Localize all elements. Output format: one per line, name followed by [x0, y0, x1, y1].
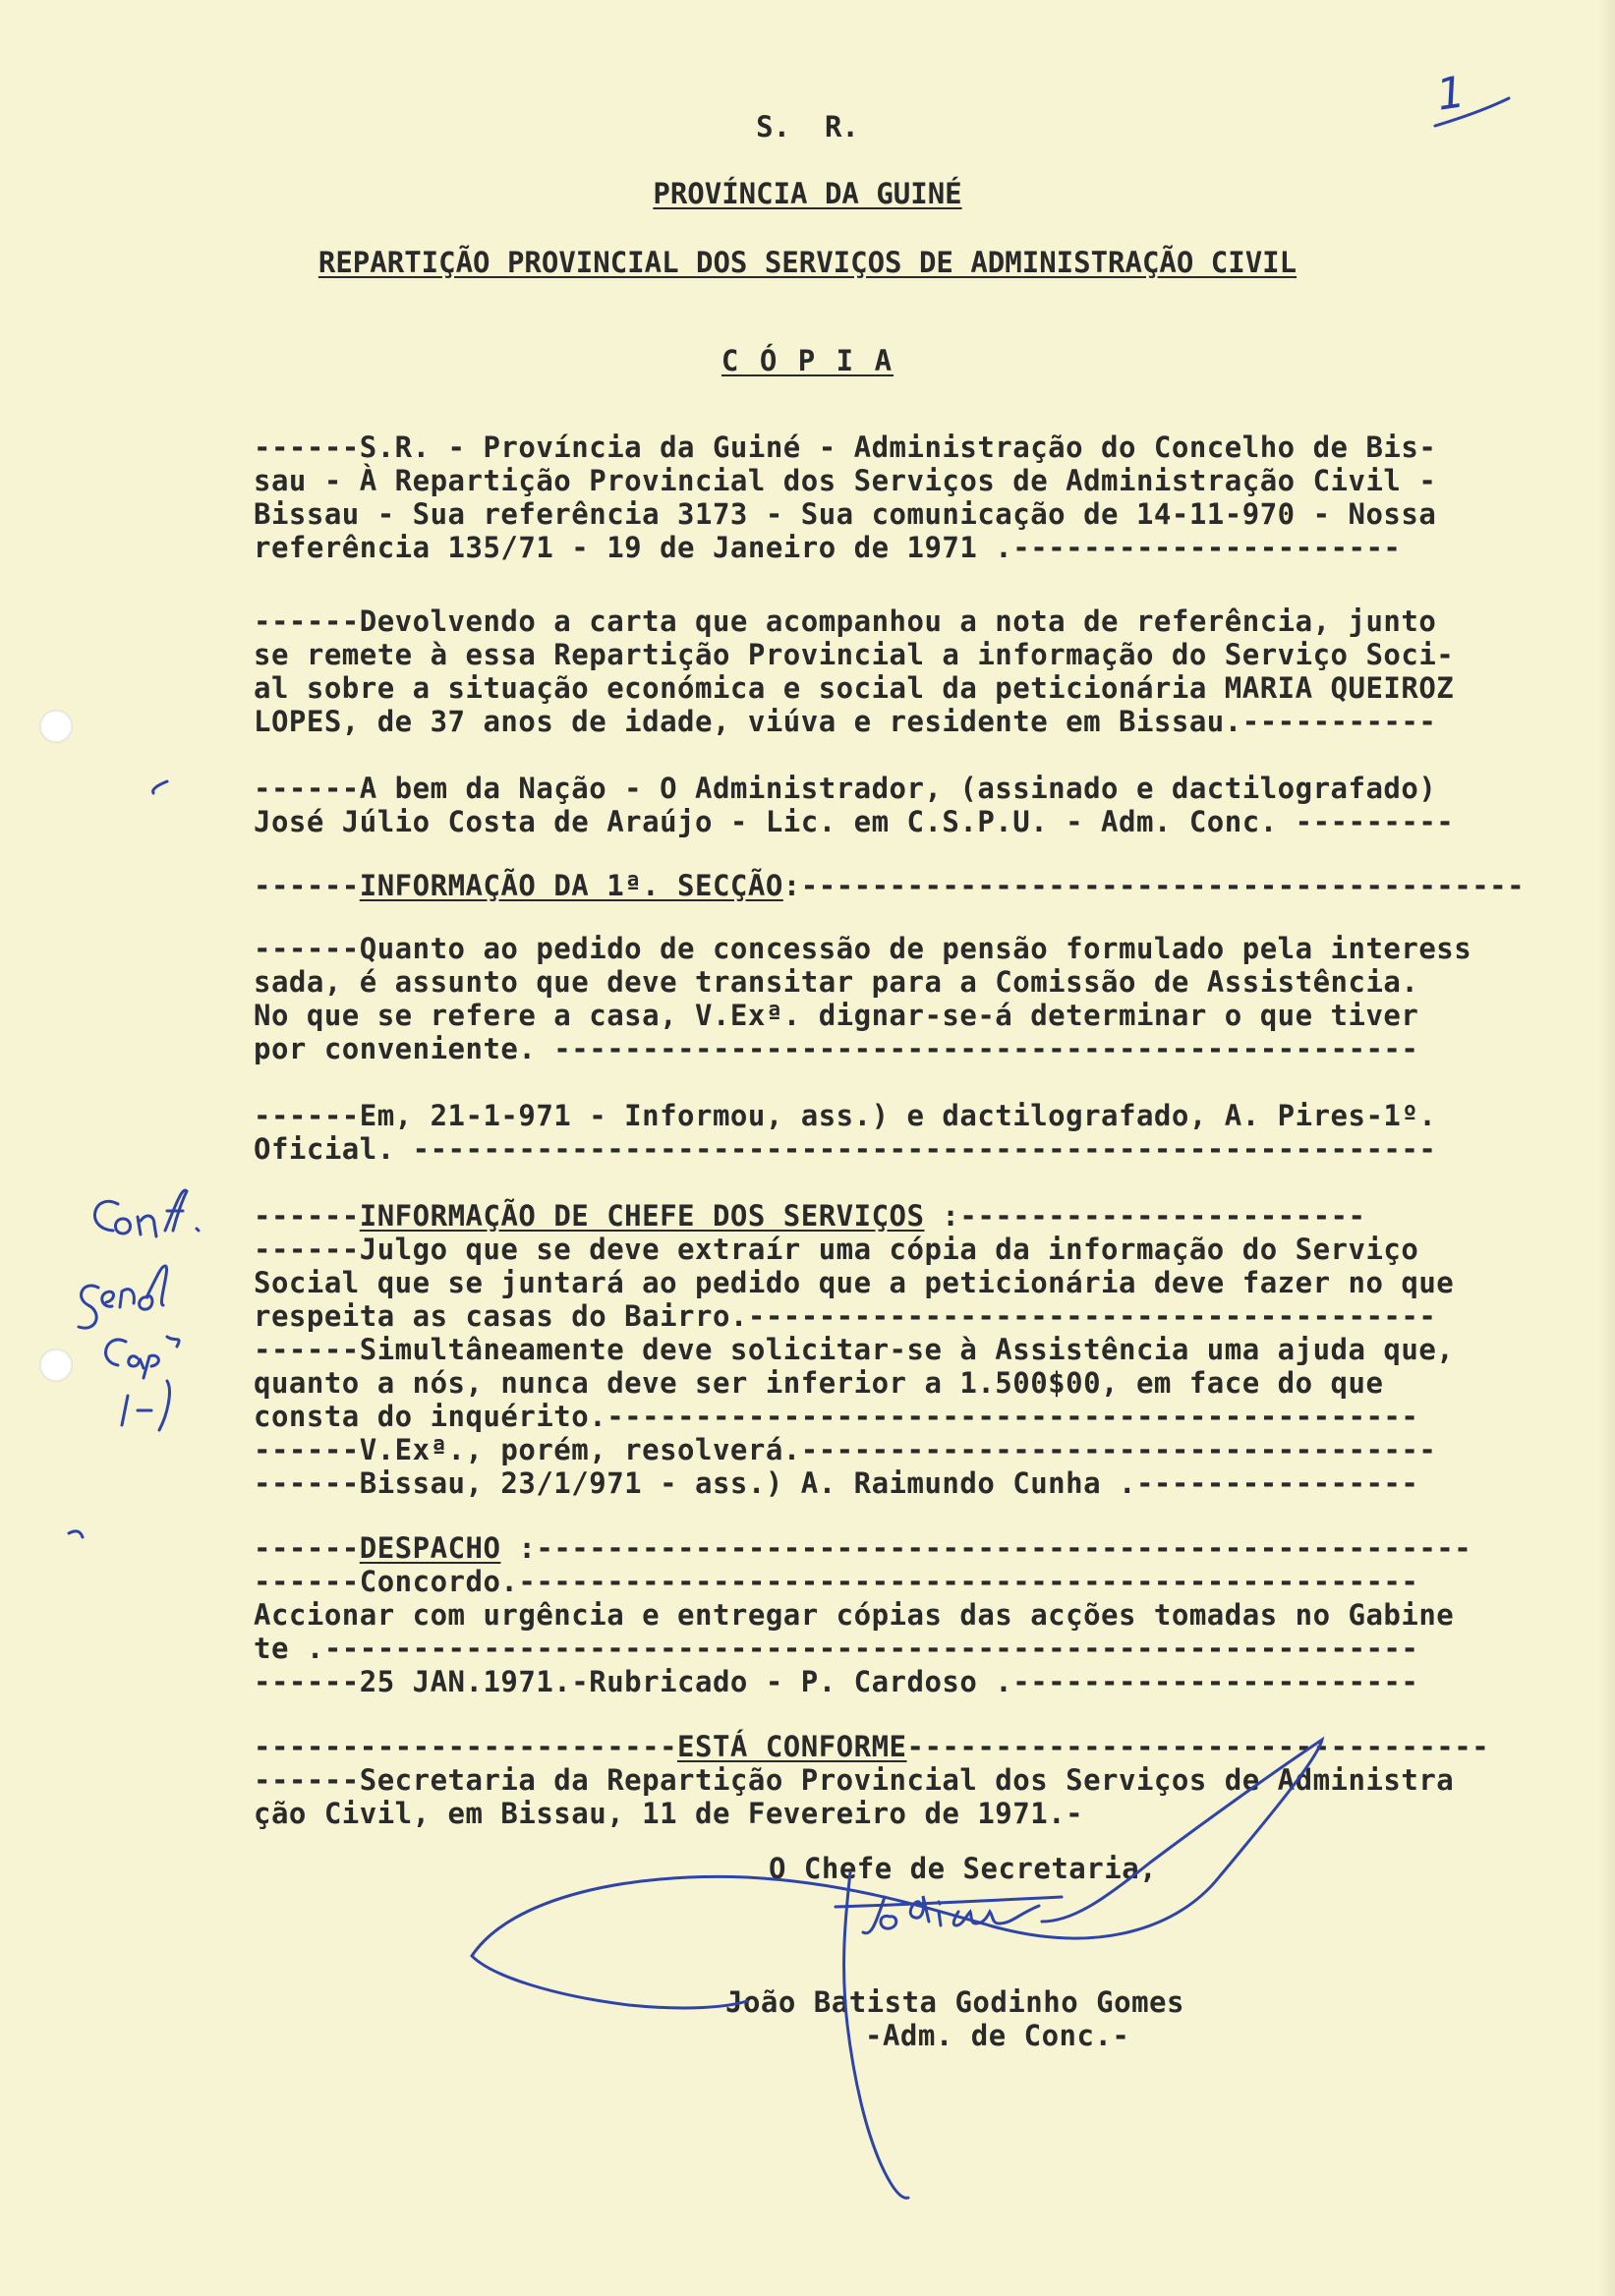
text-line: Accionar com urgência e entregar cópias das acções tomadas no Gabine: [254, 1598, 1455, 1632]
text-line: LOPES, de 37 anos de idade, viúva e residente em Bissau.-----------: [254, 705, 1437, 738]
section-heading-3: ------DESPACHO :-----------------------------------------------------: [254, 1531, 1472, 1565]
signature-name: João Batista Godinho Gomes: [725, 1985, 1184, 2019]
text-line: ------Julgo que se deve extraír uma cópia da informação do Serviço: [254, 1233, 1419, 1266]
text-line: sau - À Repartição Provincial dos Serviços de Administração Civil -: [254, 464, 1437, 497]
signature-underline: [836, 1897, 1062, 1907]
header-province: PROVÍNCIA DA GUINÉ: [653, 177, 962, 210]
text-line: Social que se juntará ao pedido que a peticionária deve fazer no que: [254, 1266, 1455, 1299]
text-line: ------Concordo.---------------------------------------------------: [254, 1565, 1419, 1598]
text-line: referência 135/71 - 19 de Janeiro de 1971 .----------------------: [254, 531, 1402, 564]
text-line: ------Em, 21-1-971 - Informou, ass.) e dactilografado, A. Pires-1º.: [254, 1099, 1437, 1132]
margin-note-cap: [106, 1337, 180, 1378]
text-line: José Júlio Costa de Araújo - Lic. em C.S.P.U. - Adm. Conc. ---------: [254, 805, 1455, 838]
header-department: REPARTIÇÃO PROVINCIAL DOS SERVIÇOS DE ADMINISTRAÇÃO CIVIL: [317, 246, 1298, 279]
text-line: respeita as casas do Bairro.---------------------------------------: [254, 1299, 1437, 1333]
margin-note-seno: [79, 1266, 167, 1328]
signature-title: -Adm. de Conc.-: [865, 2019, 1130, 2052]
signature-loop-lower: [472, 1956, 747, 2008]
text-line: ------Simultâneamente deve solicitar-se à Assistência uma ajuda que,: [254, 1333, 1455, 1366]
signature-role: O Chefe de Secretaria,: [769, 1852, 1158, 1885]
text-line: te .--------------------------------------------------------------: [254, 1632, 1419, 1665]
page-number-underline: [1435, 98, 1509, 126]
text-line: ------S.R. - Província da Guiné - Administração do Concelho de Bis-: [254, 430, 1437, 464]
header-copy: C Ó P I A: [721, 344, 894, 377]
text-line: Bissau - Sua referência 3173 - Sua comunicação de 14-11-970 - Nossa: [254, 497, 1437, 531]
margin-note-conf: [94, 1190, 199, 1236]
text-line: se remete à essa Repartição Provincial a informação do Serviço Soci-: [254, 638, 1455, 671]
text-line: Oficial. ----------------------------------------------------------: [254, 1132, 1437, 1166]
text-line: ------V.Exª., porém, resolverá.------------------------------------: [254, 1433, 1437, 1466]
text-line: ------Secretaria da Repartição Provincial dos Serviços de Administra: [254, 1763, 1455, 1797]
text-line: ------Quanto ao pedido de concessão de pensão formulado pela interess: [254, 932, 1472, 965]
margin-mark: [69, 1531, 83, 1537]
section-heading-2: ------INFORMAÇÃO DE CHEFE DOS SERVIÇOS :-----------------------: [254, 1199, 1366, 1233]
conforme-heading: ------------------------ESTÁ CONFORME---------------------------------: [254, 1730, 1490, 1763]
page-number: 1: [1433, 67, 1469, 121]
header-sr: S. R.: [756, 110, 859, 144]
text-line: ------A bem da Nação - O Administrador, (assinado e dactilografado): [254, 772, 1437, 805]
margin-note-1-1: [122, 1381, 169, 1430]
text-line: al sobre a situação económica e social da peticionária MARIA QUEIROZ: [254, 671, 1455, 705]
text-line: ------Devolvendo a carta que acompanhou a nota de referência, junto: [254, 604, 1437, 638]
text-line: consta do inquérito.----------------------------------------------: [254, 1400, 1419, 1433]
text-line: ------Bissau, 23/1/971 - ass.) A. Raimundo Cunha .----------------: [254, 1466, 1419, 1500]
text-line: No que se refere a casa, V.Exª. dignar-se-á determinar o que tiver: [254, 999, 1419, 1032]
section-heading-1: ------INFORMAÇÃO DA 1ª. SECÇÃO:-----------------------------------------: [254, 869, 1526, 902]
text-line: ------25 JAN.1971.-Rubricado - P. Cardoso .-----------------------: [254, 1665, 1419, 1698]
text-line: por conveniente. -------------------------------------------------: [254, 1032, 1419, 1065]
text-line: sada, é assunto que deve transitar para a Comissão de Assistência.: [254, 965, 1419, 999]
text-line: quanto a nós, nunca deve ser inferior a 1.500$00, em face do que: [254, 1366, 1384, 1400]
margin-mark: [153, 781, 167, 793]
text-line: ção Civil, em Bissau, 11 de Fevereiro de 1971.-: [254, 1797, 1084, 1830]
